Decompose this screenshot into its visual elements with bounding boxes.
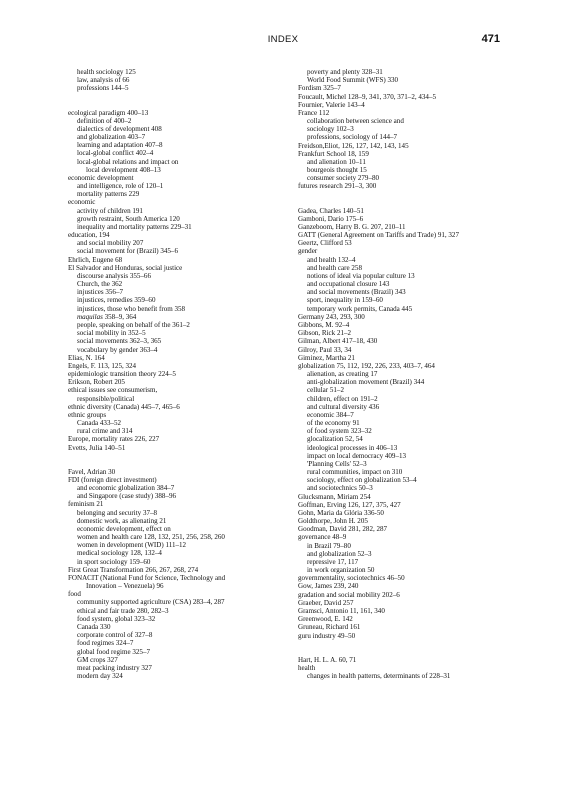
running-title: INDEX [267, 34, 299, 45]
index-subentry: and sociotechnics 50–3 [307, 484, 373, 493]
index-subentry: health sociology 125 [77, 68, 136, 76]
index-heading: health [298, 663, 316, 672]
index-subentry: injustices, remedies 359–60 [77, 296, 156, 305]
index-heading: El Salvador and Honduras, social justice [68, 263, 183, 272]
index-subentry: changes in health patterns, determinants of 228–31 [307, 672, 451, 681]
index-subentry: of food system 323–32 [307, 427, 372, 436]
index-subentry: and social mobility 207 [77, 239, 144, 248]
index-subentry: and globalization 52–3 [307, 549, 372, 558]
index-subentry: food system, global 323–32 [77, 614, 156, 623]
index-subentry: injustices 356–7 [77, 288, 123, 297]
index-heading: Europe, mortality rates 226, 227 [68, 435, 160, 444]
index-subentry: women and health care 128, 132, 251, 256, 258, 260 [77, 533, 225, 542]
index-subentry: economic 384–7 [307, 410, 354, 419]
index-subentry: sociology, effect on globalization 53–4 [307, 476, 417, 485]
index-heading: feminism 21 [68, 500, 104, 509]
index-heading: Gibson, Rick 21–2 [298, 329, 352, 338]
index-heading: Goldthorpe, John H. 205 [298, 517, 368, 526]
index-subentry: and occupational closure 143 [307, 280, 390, 289]
index-subentry: and alienation 10–11 [307, 157, 366, 166]
index-subentry: rural communities, impact on 310 [307, 468, 403, 477]
index-heading: gradation and social mobility 202–6 [298, 590, 400, 599]
index-subentry: discourse analysis 355–66 [77, 271, 151, 280]
index-heading: Gow, James 239, 240 [298, 582, 359, 591]
index-heading: gender [298, 247, 318, 256]
index-subentry: cellular 51–2 [307, 386, 344, 395]
index-heading: Gohn, Maria da Glória 336-50 [298, 508, 384, 517]
index-subentry: community supported agriculture (CSA) 283–4, 287 [77, 598, 225, 607]
index-subentry: social movements 362–3, 365 [77, 337, 162, 346]
index-subentry: alienation, as creating 17 [307, 370, 378, 379]
index-subentry: impact on local democracy 409–13 [307, 451, 407, 460]
index-subentry: definition of 400–2 [77, 116, 132, 125]
index-heading: Gruneau, Richard 161 [298, 623, 361, 632]
index-subentry: rural crime and 314 [77, 427, 133, 436]
index-subentry: sociology 102–3 [307, 125, 354, 134]
index-heading: Gilroy, Paul 33, 34 [298, 345, 352, 354]
index-subentry: in Brazil 79–80 [307, 541, 351, 550]
index-heading: Gilman, Albert 417–18, 430 [298, 337, 378, 346]
section-gap [68, 452, 300, 468]
index-heading: Hart, H. L. A. 60, 71 [298, 655, 357, 664]
index-heading: Favel, Adrian 30 [68, 467, 116, 476]
index-heading: Engels, F. 113, 125, 324 [68, 361, 137, 370]
index-subentry: consumer society 279–80 [307, 174, 380, 183]
index-heading: ethnic groups [68, 410, 107, 419]
index-heading: ethnic diversity (Canada) 445–7, 465–6 [68, 402, 180, 411]
index-heading: governance 48–9 [298, 533, 347, 542]
index-subentry: sport, inequality in 159–60 [307, 296, 383, 305]
index-heading: FONACIT (National Fund for Science, Technology and [68, 573, 226, 582]
index-subentry: ideological processes in 406–13 [307, 443, 398, 452]
index-heading: ecological paradigm 400–13 [68, 108, 149, 117]
index-heading: guru industry 49–50 [298, 631, 356, 640]
index-subentry: and economic globalization 384–7 [77, 484, 175, 493]
index-subentry: bourgeois thought 15 [307, 166, 367, 175]
index-heading: Goffman, Erving 126, 127, 375, 427 [298, 500, 401, 509]
section-gap [68, 93, 300, 109]
index-subentry: growth restraint, South America 120 [77, 214, 180, 223]
index-heading: Gramsci, Antonio 11, 161, 340 [298, 607, 385, 615]
index-heading: Geertz, Clifford 53 [298, 239, 352, 248]
index-heading: Graeber, David 257 [298, 598, 354, 607]
index-subentry: and intelligence, role of 120–1 [77, 182, 164, 191]
index-subentry: law, analysis of 66 [77, 76, 130, 85]
index-heading: governmentality, sociotechnics 46–50 [298, 574, 405, 583]
index-heading: Erikson, Robert 205 [68, 378, 125, 387]
index-heading: Greenwood, E. 142 [298, 615, 353, 624]
running-header [0, 34, 566, 48]
index-subentry: mortality patterns 229 [77, 190, 140, 199]
index-subentry: local-global conflict 402–4 [77, 149, 154, 158]
italic-term: maquilas [77, 312, 103, 321]
index-heading: Gamboni, Dario 175–6 [298, 214, 364, 223]
index-heading: food [68, 590, 81, 599]
index-heading: Fordism 325–7 [298, 84, 341, 93]
index-heading: GATT (General Agreement on Tariffs and Trade) 91, 327 [298, 231, 459, 240]
index-heading: Frankfurt School 18, 159 [298, 149, 369, 158]
index-heading: Gadea, Charles 140–51 [298, 206, 364, 215]
index-heading: Goodman, David 281, 282, 287 [298, 525, 388, 534]
index-subentry: meat packing industry 327 [77, 663, 152, 672]
index-subentry: responsible/political [77, 394, 135, 403]
index-subentry: social mobility in 352–5 [77, 329, 146, 338]
index-subentry: and social movements (Brazil) 343 [307, 288, 406, 297]
index-subentry: Church, the 362 [77, 280, 123, 289]
index-subentry: injustices, those who benefit from 358 [77, 304, 186, 313]
index-subentry: social movement for (Brazil) 345–6 [77, 247, 178, 256]
index-heading: Ganzeboom, Harry B. G. 207, 210–11 [298, 222, 406, 231]
index-heading: education, 194 [68, 231, 110, 240]
index-heading: Freidson,Eliot, 126, 127, 142, 143, 145 [298, 141, 409, 150]
index-subentry: and cultural diversity 436 [307, 402, 380, 411]
index-heading: Giminez, Martha 21 [298, 353, 355, 362]
index-subentry: World Food Summit (WFS) 330 [307, 76, 399, 85]
index-subentry: global food regime 325–7 [77, 647, 150, 656]
index-subentry: glocalization 52, 54 [307, 435, 363, 444]
index-heading: economic [68, 198, 96, 207]
index-heading: Fournier, Valerie 143–4 [298, 100, 365, 109]
index-subentry: repressive 17, 117 [307, 557, 359, 566]
index-subentry: maquilas 358–9, 364 [77, 312, 137, 321]
index-subentry: collaboration between science and [307, 117, 404, 126]
index-subentry: belonging and security 37–8 [77, 508, 158, 517]
index-subentry: activity of children 191 [77, 206, 143, 215]
index-subentry: vocabulary by gender 363–4 [77, 345, 158, 354]
index-subentry: in sport sociology 159–60 [77, 557, 151, 566]
index-subentry: 'Planning Cells' 52–3 [307, 459, 367, 468]
index-heading: ethical issues see consumerism, [68, 386, 158, 395]
index-heading: Foucault, Michel 128–9, 341, 370, 371–2, 434–5 [298, 92, 436, 101]
index-subentry: people, speaking on behalf of the 361–2 [77, 320, 190, 329]
index-subentry: ethical and fair trade 280, 282–3 [77, 606, 169, 615]
index-subentry: and Singapore (case study) 388–96 [77, 492, 177, 501]
index-subentry: temporary work permits, Canada 445 [307, 304, 413, 313]
index-subentry: local-global relations and impact on [77, 157, 179, 166]
index-subentry: learning and adaptation 407–8 [77, 141, 163, 150]
index-heading: epidemiologic transition theory 224–5 [68, 370, 176, 379]
index-subentry: local development 408–13 [86, 165, 161, 174]
index-subentry: and globalization 403–7 [77, 133, 146, 142]
index-subentry: and health 132–4 [307, 255, 356, 264]
section-gap [298, 640, 530, 656]
index-subentry: in work organization 50 [307, 566, 375, 575]
page-number: 471 [481, 33, 500, 45]
index-heading: Gibbons, M. 92–4 [298, 320, 350, 329]
index-subentry: inequality and mortality patterns 229–31 [77, 222, 192, 231]
index-column-right [298, 68, 530, 680]
index-subentry: dialectics of development 408 [77, 124, 162, 133]
index-heading: FDI (foreign direct investment) [68, 475, 157, 484]
index-heading: Glucksmann, Miriam 254 [298, 492, 371, 501]
index-subentry: poverty and plenty 328–31 [307, 68, 383, 76]
index-subentry: Canada 330 [77, 623, 111, 631]
section-gap [298, 191, 530, 207]
index-subentry: children, effect on 191–2 [307, 394, 378, 403]
index-subentry: women in development (WID) 111–12 [77, 541, 187, 550]
index-heading: France 112 [298, 108, 330, 117]
index-subentry: modern day 324 [77, 672, 123, 681]
index-subentry: food regimes 324–7 [77, 639, 134, 648]
index-subentry: professions, sociology of 144–7 [307, 133, 398, 142]
index-subentry: professions 144–5 [77, 84, 129, 93]
index-heading: Germany 243, 293, 300 [298, 312, 365, 321]
index-heading: Evetts, Julia 140–51 [68, 443, 126, 452]
index-column-left [68, 68, 300, 680]
index-heading: futures research 291–3, 300 [298, 182, 377, 191]
index-subentry: domestic work, as alienating 21 [77, 516, 167, 525]
index-subentry: of the economy 91 [307, 419, 360, 428]
index-subentry: and health care 258 [307, 263, 362, 272]
index-heading: globalization 75, 112, 192, 226, 233, 403–7, 464 [298, 361, 435, 370]
index-subentry: notions of ideal via popular culture 13 [307, 271, 415, 280]
index-subentry: corporate control of 327–8 [77, 631, 153, 640]
index-subentry: Canada 433–52 [77, 419, 122, 428]
index-heading: First Great Transformation 266, 267, 268, 274 [68, 565, 199, 574]
index-heading: Ehrlich, Eugene 68 [68, 255, 123, 264]
index-subentry: Innovation – Venezuela) 96 [86, 582, 164, 591]
index-subentry: GM crops 327 [77, 655, 118, 664]
index-subentry: economic development, effect on [77, 524, 171, 533]
index-heading: economic development [68, 173, 134, 182]
index-heading: Elias, N. 164 [68, 353, 105, 362]
index-subentry: anti-globalization movement (Brazil) 344 [307, 378, 425, 387]
index-subentry: medical sociology 128, 132–4 [77, 549, 162, 558]
